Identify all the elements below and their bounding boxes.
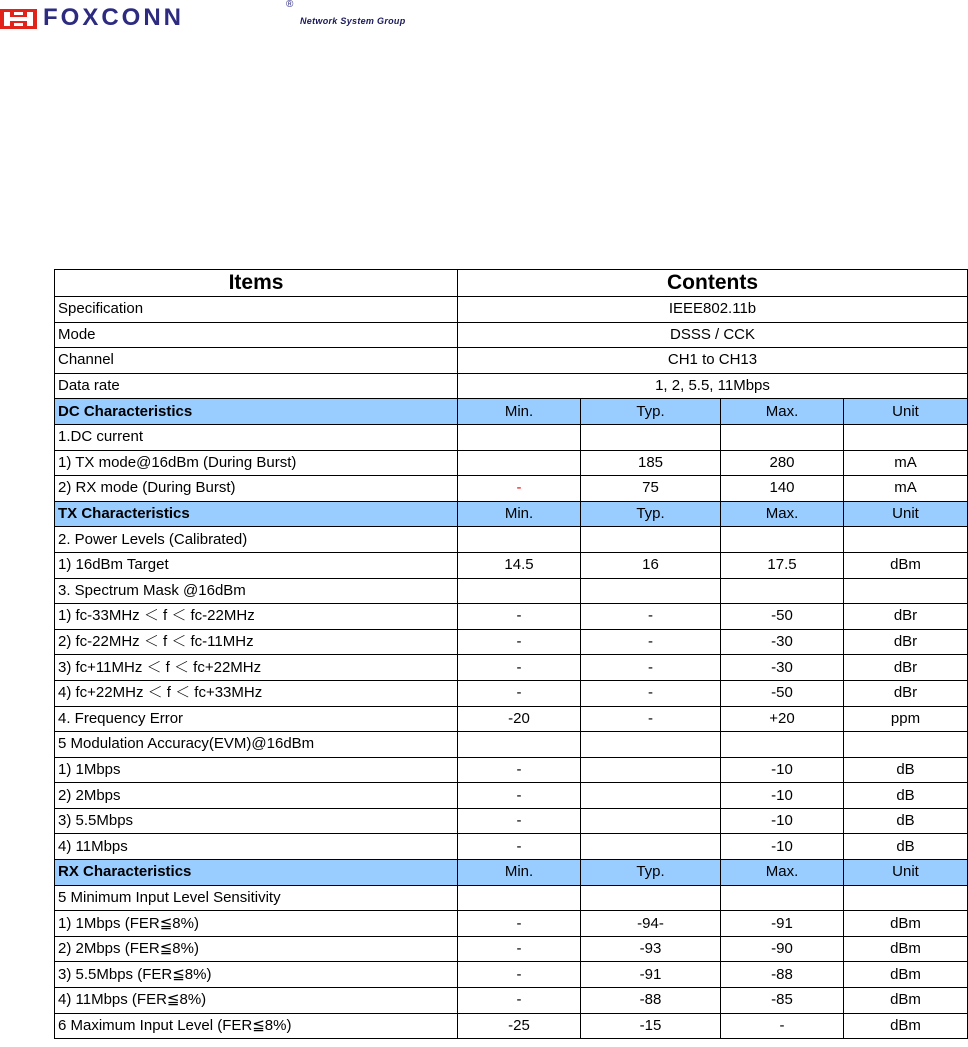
row-typ — [581, 527, 721, 553]
table-row — [55, 578, 968, 604]
table-row — [55, 1013, 968, 1039]
col-max-header: Max. — [721, 399, 844, 425]
table-row — [55, 808, 968, 834]
table-row — [55, 424, 968, 450]
row-label: 5 Modulation Accuracy(EVM)@16dBm — [55, 732, 458, 758]
table-row — [55, 297, 968, 323]
row-typ: 185 — [581, 450, 721, 476]
row-unit — [844, 424, 968, 450]
row-min: - — [458, 757, 581, 783]
row-label: 2) fc-22MHz ＜ f ＜ fc-11MHz — [55, 629, 458, 655]
row-max: 280 — [721, 450, 844, 476]
row-min — [458, 885, 581, 911]
row-unit: dBm — [844, 911, 968, 937]
col-unit-header: Unit — [844, 860, 968, 886]
row-max — [721, 732, 844, 758]
row-label: 3) fc+11MHz ＜ f ＜ fc+22MHz — [55, 655, 458, 681]
table-row — [55, 450, 968, 476]
col-typ-header: Typ. — [581, 860, 721, 886]
row-unit — [844, 527, 968, 553]
row-max: -91 — [721, 911, 844, 937]
row-value: IEEE802.11b — [458, 297, 968, 323]
row-min: - — [458, 962, 581, 988]
row-typ — [581, 783, 721, 809]
table-row — [55, 373, 968, 399]
logo-group-name: Network System Group — [300, 16, 406, 26]
table-row — [55, 322, 968, 348]
section-title: TX Characteristics — [55, 501, 458, 527]
table-row — [55, 655, 968, 681]
row-min: - — [458, 629, 581, 655]
row-label: 1) 16dBm Target — [55, 552, 458, 578]
section-header-dc — [55, 399, 968, 425]
row-unit: dB — [844, 834, 968, 860]
row-typ: - — [581, 655, 721, 681]
row-typ — [581, 834, 721, 860]
row-typ: -94- — [581, 911, 721, 937]
col-typ-header: Typ. — [581, 399, 721, 425]
row-min: - — [458, 911, 581, 937]
table-header-row — [55, 270, 968, 297]
row-typ — [581, 757, 721, 783]
row-min: - — [458, 988, 581, 1014]
row-min: 14.5 — [458, 552, 581, 578]
row-max — [721, 527, 844, 553]
row-label: 4) 11Mbps — [55, 834, 458, 860]
row-max: -10 — [721, 834, 844, 860]
row-min — [458, 732, 581, 758]
row-max: -88 — [721, 962, 844, 988]
row-unit — [844, 885, 968, 911]
row-max: -50 — [721, 604, 844, 630]
row-max: - — [721, 1013, 844, 1039]
row-min — [458, 424, 581, 450]
row-label: 2) 2Mbps (FER≦8%) — [55, 936, 458, 962]
row-label: Specification — [55, 297, 458, 323]
table-row — [55, 885, 968, 911]
row-unit: dB — [844, 808, 968, 834]
table-row — [55, 527, 968, 553]
row-label: 2) RX mode (During Burst) — [55, 476, 458, 502]
row-min: - — [458, 936, 581, 962]
row-typ: -15 — [581, 1013, 721, 1039]
row-label: 3) 5.5Mbps — [55, 808, 458, 834]
row-label: 4. Frequency Error — [55, 706, 458, 732]
page-header — [0, 0, 600, 30]
table-row — [55, 552, 968, 578]
row-min: -20 — [458, 706, 581, 732]
section-header-tx — [55, 501, 968, 527]
row-max — [721, 424, 844, 450]
row-max: 140 — [721, 476, 844, 502]
row-max: +20 — [721, 706, 844, 732]
row-label: 1.DC current — [55, 424, 458, 450]
row-label: 1) TX mode@16dBm (During Burst) — [55, 450, 458, 476]
row-label: Mode — [55, 322, 458, 348]
row-unit: dBm — [844, 988, 968, 1014]
row-label: Channel — [55, 348, 458, 374]
row-label: 2) 2Mbps — [55, 783, 458, 809]
table-row — [55, 757, 968, 783]
col-max-header: Max. — [721, 501, 844, 527]
row-typ: -91 — [581, 962, 721, 988]
table-row — [55, 911, 968, 937]
row-unit: dBr — [844, 629, 968, 655]
row-label: 5 Minimum Input Level Sensitivity — [55, 885, 458, 911]
section-header-rx — [55, 860, 968, 886]
row-min — [458, 578, 581, 604]
section-title: DC Characteristics — [55, 399, 458, 425]
row-typ — [581, 885, 721, 911]
row-min — [458, 450, 581, 476]
foxconn-logo-mark — [0, 9, 37, 29]
table-row — [55, 783, 968, 809]
table-row — [55, 476, 968, 502]
table-row — [55, 962, 968, 988]
spec-table-body — [55, 270, 968, 1039]
col-unit-header: Unit — [844, 399, 968, 425]
row-typ: - — [581, 680, 721, 706]
row-label: 6 Maximum Input Level (FER≦8%) — [55, 1013, 458, 1039]
row-max: -90 — [721, 936, 844, 962]
row-min: -25 — [458, 1013, 581, 1039]
row-max — [721, 578, 844, 604]
row-value: DSSS / CCK — [458, 322, 968, 348]
row-unit: dBm — [844, 1013, 968, 1039]
row-typ: - — [581, 706, 721, 732]
row-label: 2. Power Levels (Calibrated) — [55, 527, 458, 553]
registered-mark: ® — [286, 0, 294, 10]
row-label: 3) 5.5Mbps (FER≦8%) — [55, 962, 458, 988]
header-contents: Contents — [458, 270, 968, 297]
col-typ-header: Typ. — [581, 501, 721, 527]
row-min: - — [458, 783, 581, 809]
row-unit: mA — [844, 476, 968, 502]
spec-table — [54, 269, 968, 1039]
row-value: 1, 2, 5.5, 11Mbps — [458, 373, 968, 399]
row-label: 1) 1Mbps — [55, 757, 458, 783]
row-unit: dBm — [844, 936, 968, 962]
row-unit: ppm — [844, 706, 968, 732]
foxconn-logo-text: FOXCONN — [43, 4, 184, 31]
row-max: -10 — [721, 808, 844, 834]
table-row — [55, 629, 968, 655]
row-min: - — [458, 680, 581, 706]
table-row — [55, 936, 968, 962]
row-max — [721, 885, 844, 911]
row-min: - — [458, 834, 581, 860]
table-row — [55, 604, 968, 630]
col-min-header: Min. — [458, 501, 581, 527]
row-min: - — [458, 604, 581, 630]
row-value: CH1 to CH13 — [458, 348, 968, 374]
row-unit: dBr — [844, 655, 968, 681]
row-unit: dB — [844, 783, 968, 809]
row-label: 1) fc-33MHz ＜ f ＜ fc-22MHz — [55, 604, 458, 630]
table-row — [55, 988, 968, 1014]
row-typ: - — [581, 604, 721, 630]
row-typ: 75 — [581, 476, 721, 502]
table-row — [55, 348, 968, 374]
row-label: 4) 11Mbps (FER≦8%) — [55, 988, 458, 1014]
row-max: -10 — [721, 757, 844, 783]
col-min-header: Min. — [458, 860, 581, 886]
row-min: - — [458, 808, 581, 834]
row-typ: 16 — [581, 552, 721, 578]
row-unit: dBr — [844, 680, 968, 706]
row-unit: mA — [844, 450, 968, 476]
row-max: -85 — [721, 988, 844, 1014]
row-min: - — [458, 476, 581, 502]
row-typ: - — [581, 629, 721, 655]
row-unit: dB — [844, 757, 968, 783]
col-unit-header: Unit — [844, 501, 968, 527]
col-max-header: Max. — [721, 860, 844, 886]
col-min-header: Min. — [458, 399, 581, 425]
table-row — [55, 706, 968, 732]
row-min: - — [458, 655, 581, 681]
row-unit: dBm — [844, 552, 968, 578]
row-label: 1) 1Mbps (FER≦8%) — [55, 911, 458, 937]
row-max: -50 — [721, 680, 844, 706]
row-typ: -88 — [581, 988, 721, 1014]
header-items: Items — [55, 270, 458, 297]
row-max: 17.5 — [721, 552, 844, 578]
row-unit: dBm — [844, 962, 968, 988]
row-unit: dBr — [844, 604, 968, 630]
row-unit — [844, 732, 968, 758]
row-min — [458, 527, 581, 553]
row-typ — [581, 732, 721, 758]
row-typ — [581, 808, 721, 834]
row-typ: -93 — [581, 936, 721, 962]
row-label: 4) fc+22MHz ＜ f ＜ fc+33MHz — [55, 680, 458, 706]
row-label: Data rate — [55, 373, 458, 399]
table-row — [55, 834, 968, 860]
row-typ — [581, 424, 721, 450]
section-title: RX Characteristics — [55, 860, 458, 886]
row-max: -30 — [721, 655, 844, 681]
row-max: -30 — [721, 629, 844, 655]
row-typ — [581, 578, 721, 604]
table-row — [55, 680, 968, 706]
row-max: -10 — [721, 783, 844, 809]
row-label: 3. Spectrum Mask @16dBm — [55, 578, 458, 604]
row-unit — [844, 578, 968, 604]
table-row — [55, 732, 968, 758]
